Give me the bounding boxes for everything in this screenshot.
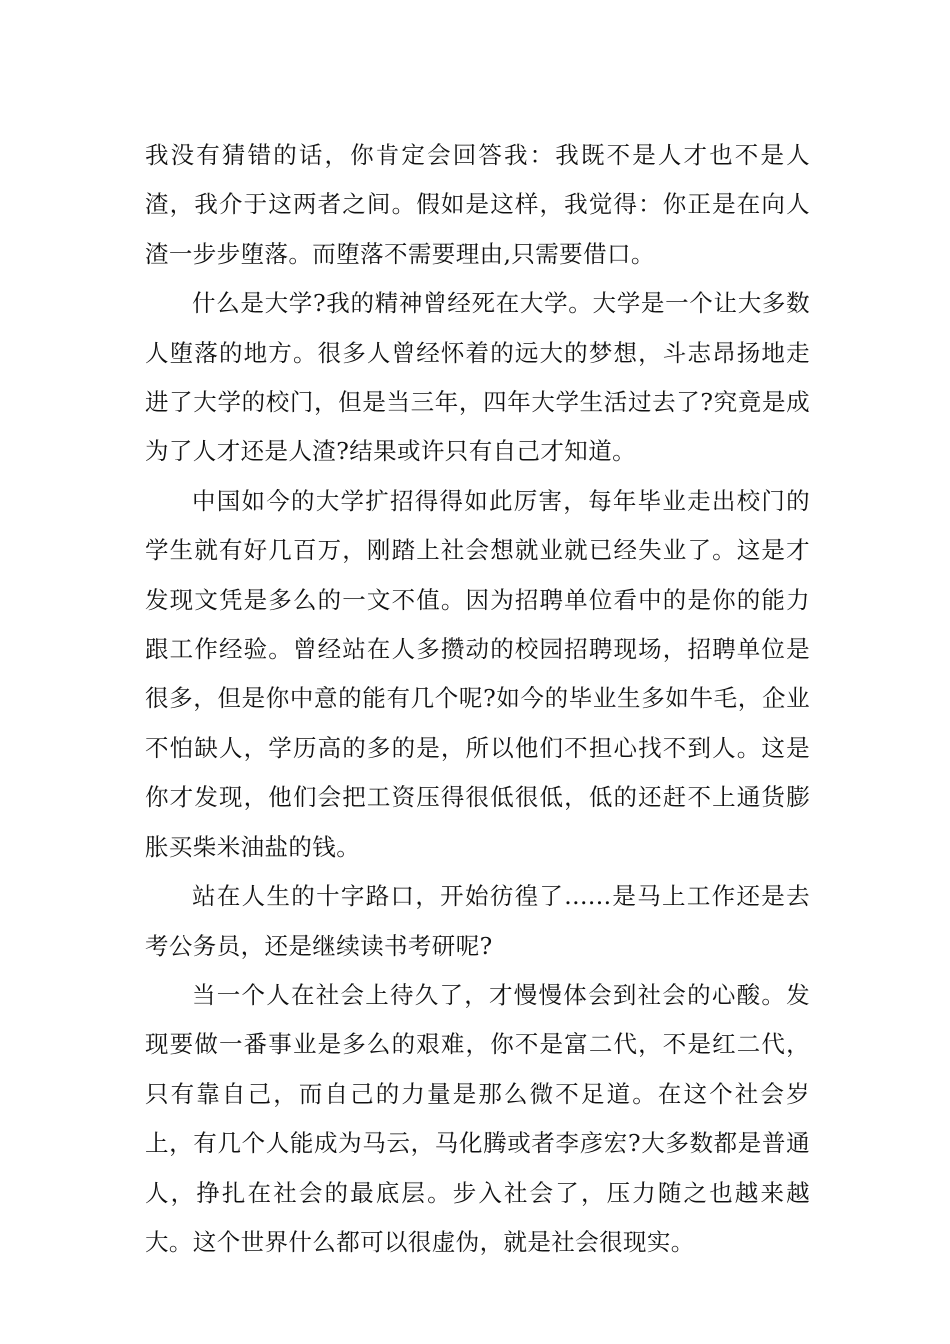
paragraph: 什么是大学?我的精神曾经死在大学。大学是一个让大多数人堕落的地方。很多人曾经怀着的远大的梦想，斗志昂扬地走进了大学的校门，但是当三年，四年大学生活过去了?究竟是成为了人才还是人渣?结果或许只有自己才知道。 — [145, 289, 810, 466]
paragraph: 当一个人在社会上待久了，才慢慢体会到社会的心酸。发现要做一番事业是多么的艰难，你不是富二代，不是红二代，只有靠自己，而自己的力量是那么微不足道。在这个社会岁上，有几个人能成为马云，马化腾或者李彦宏?大多数都是普通人，挣扎在社会的最底层。步入社会了，压力随之也越来越大。这个世界什么都可以很虚伪，就是社会很现实。 — [145, 980, 810, 1256]
paragraph: 站在人生的十字路口，开始彷徨了......是马上工作还是去考公务员，还是继续读书考研呢? — [145, 882, 810, 960]
paragraph-continuation: 我没有猜错的话，你肯定会回答我：我既不是人才也不是人渣，我介于这两者之间。假如是这样，我觉得：你正是在向人渣一步步堕落。而堕落不需要理由,只需要借口。 — [145, 141, 810, 268]
paragraph: 中国如今的大学扩招得得如此厉害，每年毕业走出校门的学生就有好几百万，刚踏上社会想就业就已经失业了。这是才发现文凭是多么的一文不值。因为招聘单位看中的是你的能力跟工作经验。曾经站在人多攒动的校园招聘现场，招聘单位是很多，但是你中意的能有几个呢?如今的毕业生多如牛毛，企业不怕缺人，学历高的多的是，所以他们不担心找不到人。这是你才发现，他们会把工资压得很低很低，低的还赶不上通货膨胀买柴米油盐的钱。 — [145, 486, 810, 861]
document-body — [145, 131, 810, 1267]
